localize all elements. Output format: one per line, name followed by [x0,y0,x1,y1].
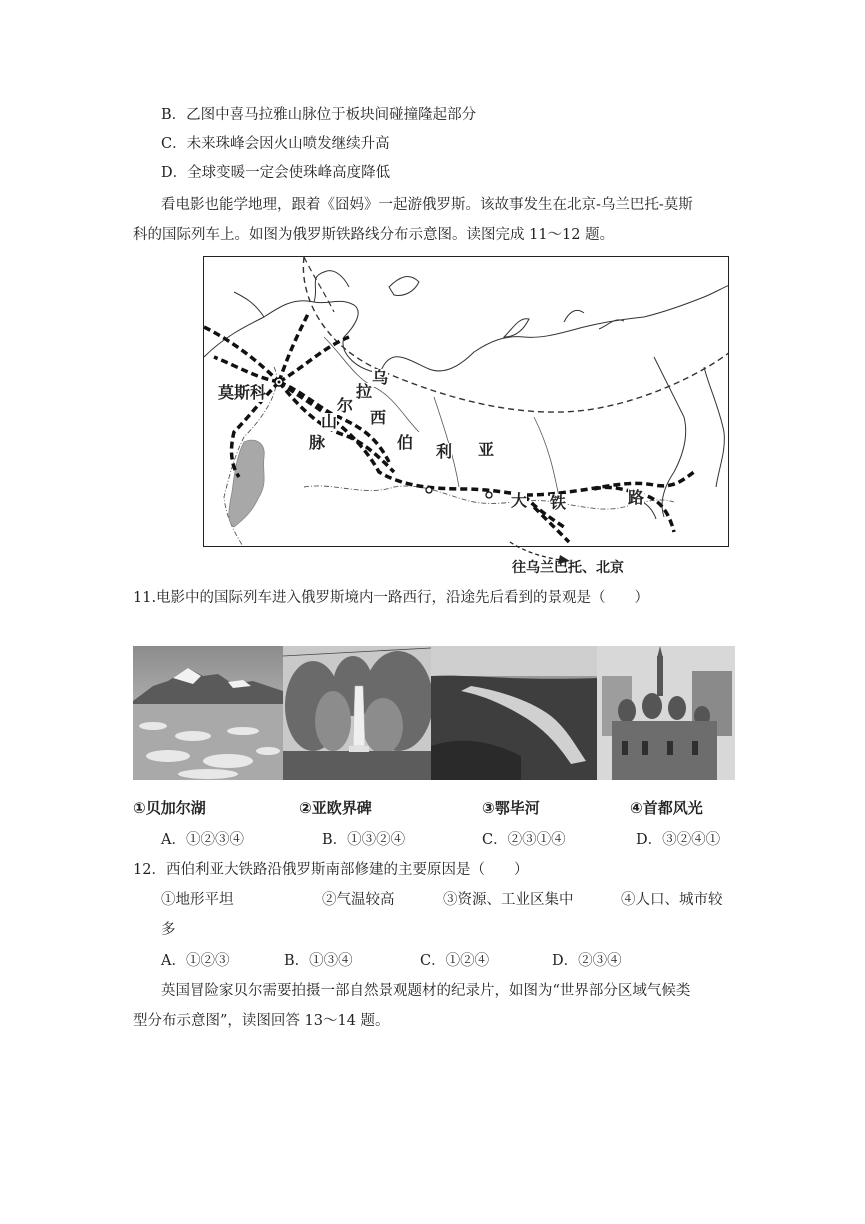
q12-option-b: B．①③④ [284,953,353,969]
q12-stem: 12．西伯利亚大铁路沿俄罗斯南部修建的主要原因是（ ） [133,862,529,878]
q11-option-d: D．③②④① [636,832,721,848]
russia-railway-map [203,256,729,547]
label-siberia-6: 铁 [550,493,567,512]
photo-obelisk [283,646,431,780]
q12-option-d: D．②③④ [552,953,622,969]
label-siberia-1: 西 [370,408,387,427]
q12-reason-4-wrap: 多 [161,922,176,938]
q11-option-c: C．②③①④ [482,832,566,848]
q12-reason-3: ③资源、工业区集中 [443,892,574,908]
q11-stem: 11.电影中的国际列车进入俄罗斯境内一路西行，沿途先后看到的景观是（ ） [133,590,650,606]
q12-reason-1: ①地形平坦 [161,892,234,908]
photo-ob-river [431,646,597,780]
label-ural-3: 尔 [337,396,354,415]
q12-reason-4: ④人口、城市较 [621,892,723,908]
label-siberia-5: 大 [511,491,528,510]
label-moscow: 莫斯科 [218,383,267,402]
map-graphic [204,257,729,547]
q11-option-b: B．①③②④ [322,832,406,848]
label-siberia-2: 伯 [397,433,414,452]
intro-line-1: 看电影也能学地理，跟着《囧妈》一起游俄罗斯。该故事发生在北京-乌兰巴托-莫斯 [161,197,693,213]
caption-moscow: ④首都风光 [630,799,703,817]
caption-baikal: ①贝加尔湖 [133,799,206,817]
option-d: D．全球变暖一定会使珠峰高度降低 [161,165,391,181]
label-ural-1: 乌 [372,368,389,387]
label-siberia-4: 亚 [478,440,495,459]
q12-option-a: A．①②③ [161,953,230,969]
option-c: C．未来珠峰会因火山喷发继续升高 [161,136,390,152]
label-ural-2: 拉 [356,382,373,401]
label-ural-5: 脉 [309,433,326,452]
q12-reason-2: ②气温较高 [322,892,395,908]
q11-photo-strip [133,646,735,780]
caption-ob-river: ③鄂毕河 [482,799,540,817]
label-siberia-7: 路 [628,488,645,507]
label-ural-4: 山 [321,412,338,431]
next-intro-line-2: 型分布示意图”，读图回答 13～14 题。 [133,1013,390,1029]
q12-option-c: C．①②④ [420,953,490,969]
next-intro-line-1: 英国冒险家贝尔需要拍摄一部自然景观题材的纪录片，如图为“世界部分区域气候类 [161,983,691,999]
q11-option-a: A．①②③④ [161,832,244,848]
intro-line-2: 科的国际列车上。如图为俄罗斯铁路线分布示意图。读图完成 11～12 题。 [133,227,615,243]
caption-obelisk: ②亚欧界碑 [299,799,372,817]
label-siberia-3: 利 [436,442,453,461]
photo-baikal [133,646,283,780]
photo-moscow [597,646,735,780]
option-b: B．乙图中喜马拉雅山脉位于板块间碰撞隆起部分 [161,107,477,123]
outbound-label: 往乌兰巴托、北京 [512,560,624,576]
